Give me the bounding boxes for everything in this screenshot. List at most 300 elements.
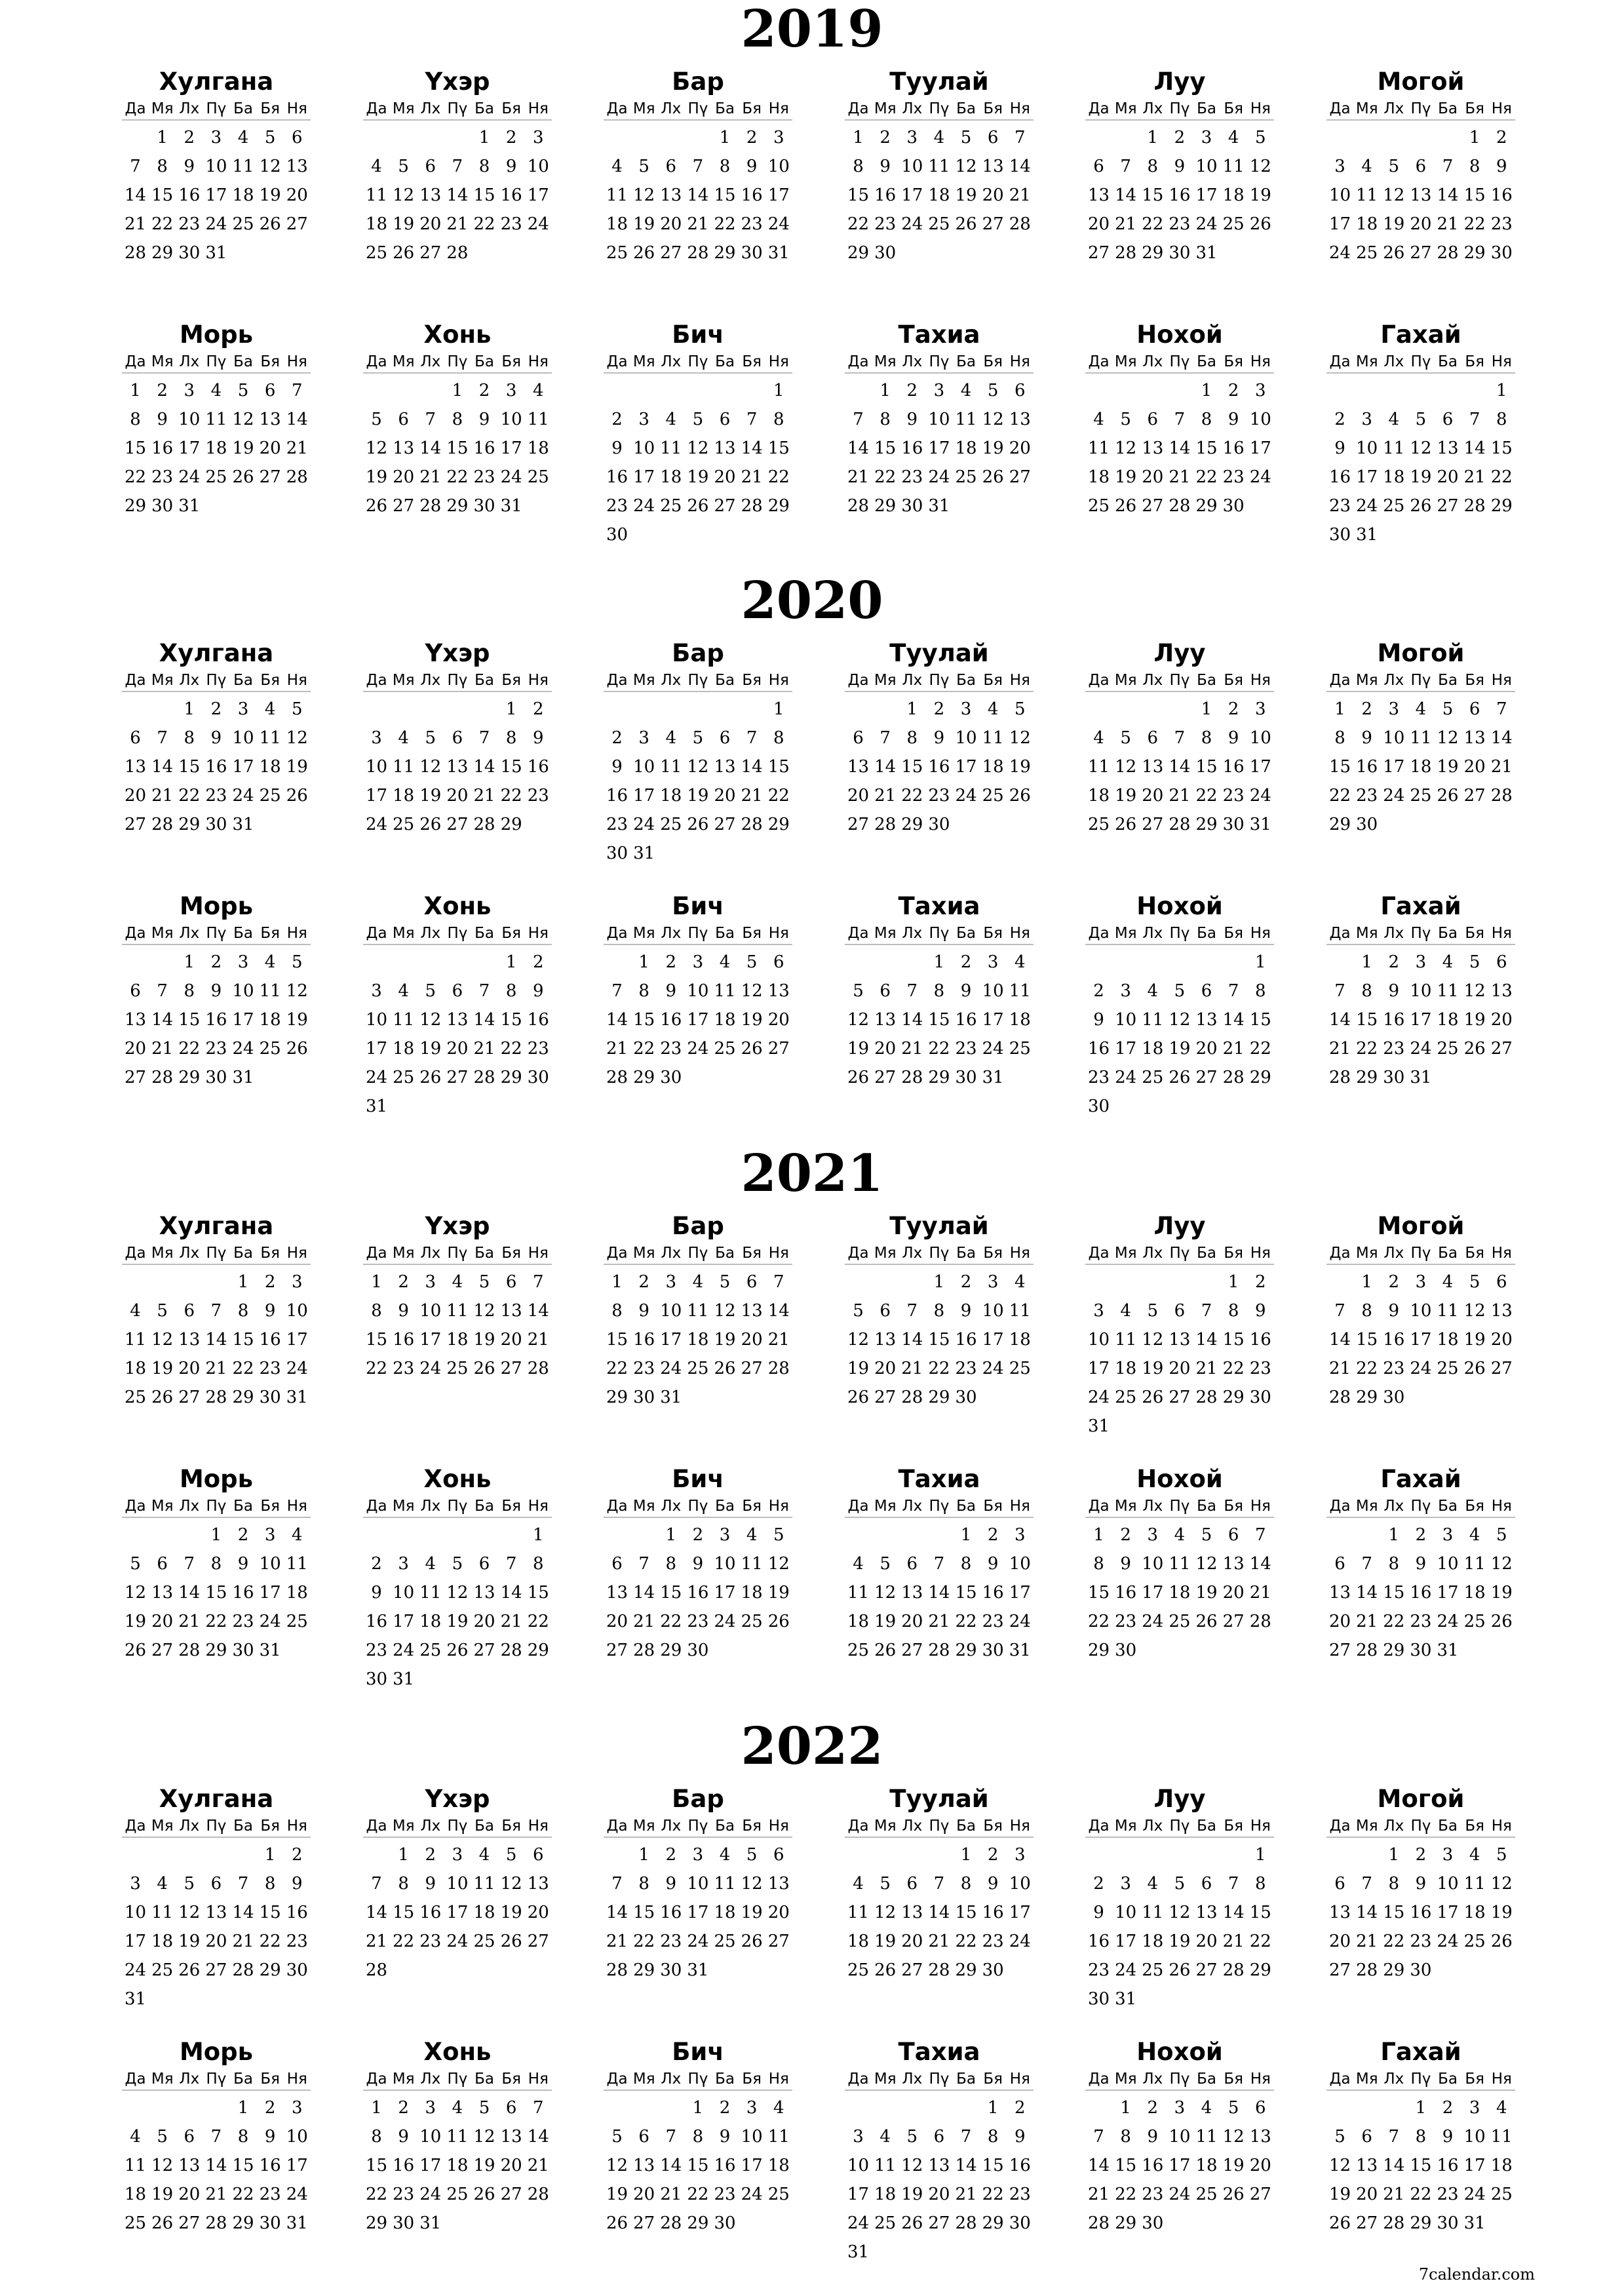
day-cell: 13 <box>767 1874 790 1894</box>
day-cell: 28 <box>1169 496 1191 516</box>
day-cell: 8 <box>371 2127 382 2147</box>
day-cell: 20 <box>500 2156 522 2175</box>
day-cell: 4 <box>292 1525 303 1545</box>
weekday-label: Мя <box>1355 1818 1378 1835</box>
day-cell: 28 <box>286 467 308 487</box>
day-cell: 17 <box>1009 1903 1031 1922</box>
day-cell: 13 <box>1249 2127 1271 2147</box>
day-cell: 9 <box>933 728 945 748</box>
weekday-label: Мя <box>874 1818 897 1835</box>
day-cell: 13 <box>606 1583 628 1603</box>
empty-cell <box>363 376 390 405</box>
day-cell: 9 <box>157 410 168 429</box>
day-cell: 26 <box>151 2213 174 2233</box>
day-cell: 23 <box>259 1359 281 1378</box>
day-cell: 13 <box>660 185 682 205</box>
day-cell: 23 <box>1088 1960 1110 1980</box>
month-block <box>363 890 552 1121</box>
day-cell: 25 <box>660 496 682 516</box>
day-cell: 8 <box>1388 1874 1400 1894</box>
day-cell: 29 <box>901 815 923 834</box>
day-cell: 24 <box>1142 1612 1164 1631</box>
day-cell: 13 <box>714 757 736 777</box>
day-cell: 12 <box>874 1903 897 1922</box>
weekday-label: Да <box>1088 2071 1110 2088</box>
weekday-label: Бя <box>1465 1245 1484 1262</box>
weekday-label: Ба <box>715 100 735 117</box>
empty-cell <box>363 123 390 152</box>
day-cell: 25 <box>687 1359 709 1378</box>
day-cell: 11 <box>1383 438 1405 458</box>
day-cell: 22 <box>1356 1359 1378 1378</box>
month-name: Нохой <box>1136 892 1223 920</box>
day-cell: 24 <box>901 214 923 234</box>
day-cell: 17 <box>1249 757 1271 777</box>
day-cell: 18 <box>741 1583 763 1603</box>
day-cell: 29 <box>1410 2213 1432 2233</box>
day-cell: 21 <box>1115 214 1137 234</box>
day-cell: 22 <box>366 2185 388 2204</box>
day-cell: 23 <box>151 467 174 487</box>
day-cell: 19 <box>1115 786 1137 806</box>
weekday-label: Да <box>366 1818 387 1835</box>
day-cell: 8 <box>1496 410 1507 429</box>
day-cell: 6 <box>880 981 891 1001</box>
day-cell: 30 <box>687 1641 709 1660</box>
day-cell: 22 <box>1195 467 1218 487</box>
day-cell: 27 <box>1249 2185 1271 2204</box>
weekday-header <box>363 1496 552 1518</box>
day-cell: 17 <box>259 1583 281 1603</box>
empty-cell <box>149 1840 176 1869</box>
day-cell: 24 <box>1169 2185 1191 2204</box>
day-cell: 6 <box>746 1272 758 1292</box>
day-cell: 11 <box>606 185 628 205</box>
weekday-label: Пү <box>687 1245 708 1262</box>
weekday-label: Бя <box>1224 100 1243 117</box>
weekday-label: Ба <box>474 1245 494 1262</box>
day-cell: 25 <box>767 2185 790 2204</box>
day-cell: 15 <box>767 757 790 777</box>
day-cell: 5 <box>880 1554 891 1574</box>
day-cell: 3 <box>1120 1874 1131 1894</box>
day-cell: 4 <box>987 699 999 719</box>
day-cell: 29 <box>1249 1068 1271 1087</box>
day-grid <box>845 692 1034 839</box>
day-cell: 29 <box>232 2213 254 2233</box>
day-cell: 16 <box>1356 757 1378 777</box>
day-cell: 8 <box>533 1554 544 1574</box>
day-cell: 1 <box>1228 1272 1239 1292</box>
month-block <box>845 1210 1034 1412</box>
day-cell: 16 <box>982 1583 1004 1603</box>
weekday-label: Мя <box>632 100 655 117</box>
weekday-label: Пү <box>929 1245 950 1262</box>
weekday-label: Ба <box>474 2071 494 2088</box>
month-block <box>1085 1463 1274 1665</box>
day-cell: 28 <box>1383 2213 1405 2233</box>
day-cell: 22 <box>714 214 736 234</box>
day-cell: 10 <box>446 1874 469 1894</box>
day-cell: 18 <box>393 1039 415 1059</box>
day-cell: 14 <box>1169 757 1191 777</box>
weekday-label: Ня <box>286 353 307 370</box>
month-name: Хулгана <box>159 639 274 667</box>
day-cell: 17 <box>955 757 977 777</box>
day-cell: 13 <box>527 1874 549 1894</box>
day-cell: 3 <box>906 128 918 147</box>
day-cell: 27 <box>1222 1612 1245 1631</box>
day-cell: 15 <box>1356 1010 1378 1030</box>
day-cell: 25 <box>1463 1932 1486 1951</box>
day-cell: 22 <box>928 1039 950 1059</box>
day-cell: 2 <box>1334 410 1345 429</box>
day-cell: 25 <box>286 1612 308 1631</box>
day-cell: 16 <box>1222 438 1245 458</box>
empty-cell <box>630 2093 657 2122</box>
day-cell: 22 <box>473 214 495 234</box>
day-cell: 13 <box>500 2127 522 2147</box>
weekday-label: Ня <box>1009 925 1030 942</box>
day-cell: 13 <box>178 1330 201 1350</box>
day-cell: 9 <box>371 1583 382 1603</box>
day-cell: 14 <box>687 185 709 205</box>
weekday-label: Да <box>606 925 628 942</box>
month-name: Хонь <box>423 2038 492 2066</box>
weekday-label: Пү <box>447 672 468 689</box>
weekday-label: Ня <box>528 1245 549 1262</box>
day-cell: 21 <box>527 1330 549 1350</box>
day-cell: 15 <box>1490 438 1513 458</box>
day-cell: 6 <box>1201 1874 1212 1894</box>
day-cell: 4 <box>1361 157 1372 176</box>
weekday-label: Да <box>606 672 628 689</box>
day-cell: 18 <box>205 438 227 458</box>
weekday-label: Бя <box>983 1818 1003 1835</box>
day-cell: 13 <box>633 2156 655 2175</box>
day-cell: 10 <box>178 410 201 429</box>
weekday-label: Бя <box>742 1818 762 1835</box>
day-cell: 27 <box>1490 1359 1513 1378</box>
day-cell: 3 <box>1015 1845 1026 1865</box>
empty-cell <box>363 1521 390 1549</box>
day-cell: 24 <box>527 214 549 234</box>
weekday-label: Мя <box>392 672 415 689</box>
day-cell: 21 <box>446 214 469 234</box>
weekday-label: Пү <box>1169 2071 1190 2088</box>
day-cell: 13 <box>1329 1583 1351 1603</box>
day-cell: 9 <box>880 157 891 176</box>
day-cell: 23 <box>901 467 923 487</box>
weekday-label: Да <box>1088 925 1110 942</box>
month-block <box>604 1210 792 1412</box>
day-cell: 20 <box>1437 467 1459 487</box>
day-cell: 21 <box>1356 1932 1378 1951</box>
weekday-label: Да <box>125 1818 146 1835</box>
weekday-label: Да <box>366 1245 387 1262</box>
empty-cell <box>390 948 417 977</box>
weekday-label: Пү <box>1169 672 1190 689</box>
day-cell: 5 <box>452 1554 463 1574</box>
weekday-label: Бя <box>742 925 762 942</box>
empty-cell <box>1139 695 1166 724</box>
weekday-label: Лх <box>1383 1818 1404 1835</box>
day-cell: 2 <box>906 381 918 400</box>
weekday-label: Ба <box>715 925 735 942</box>
day-cell: 5 <box>157 1301 168 1321</box>
day-cell: 3 <box>987 1272 999 1292</box>
empty-cell <box>872 695 899 724</box>
day-cell: 26 <box>259 214 281 234</box>
day-cell: 23 <box>1009 2185 1031 2204</box>
day-cell: 28 <box>205 2213 227 2233</box>
weekday-header <box>604 923 792 945</box>
month-block <box>845 1463 1034 1665</box>
day-cell: 26 <box>419 815 442 834</box>
weekday-label: Да <box>1088 100 1110 117</box>
day-cell: 19 <box>741 1903 763 1922</box>
day-cell: 7 <box>960 2127 972 2147</box>
day-cell: 27 <box>847 815 870 834</box>
day-cell: 16 <box>1383 1010 1405 1030</box>
day-cell: 30 <box>660 1960 682 1980</box>
empty-cell <box>899 2093 925 2122</box>
day-cell: 6 <box>264 381 276 400</box>
day-cell: 11 <box>1222 157 1245 176</box>
day-cell: 31 <box>419 2213 442 2233</box>
day-cell: 19 <box>633 214 655 234</box>
day-cell: 15 <box>1329 757 1351 777</box>
day-cell: 7 <box>692 157 704 176</box>
empty-cell <box>122 2093 149 2122</box>
day-cell: 1 <box>960 1525 972 1545</box>
month-name: Үхэр <box>425 1212 490 1240</box>
day-cell: 30 <box>982 1960 1004 1980</box>
day-cell: 2 <box>665 952 677 972</box>
day-cell: 22 <box>178 1039 201 1059</box>
day-cell: 2 <box>533 952 544 972</box>
weekday-label: Да <box>125 925 146 942</box>
weekday-label: Пү <box>206 2071 227 2088</box>
day-cell: 5 <box>906 2127 918 2147</box>
empty-cell <box>657 376 684 405</box>
day-cell: 30 <box>393 2213 415 2233</box>
day-cell: 12 <box>259 157 281 176</box>
weekday-label: Пү <box>447 100 468 117</box>
day-cell: 30 <box>178 243 201 263</box>
day-cell: 3 <box>1442 1845 1454 1865</box>
day-cell: 18 <box>286 1583 308 1603</box>
empty-cell <box>444 1521 471 1549</box>
month-block <box>122 1783 311 2014</box>
day-cell: 25 <box>1169 1612 1191 1631</box>
day-cell: 29 <box>1463 243 1486 263</box>
day-cell: 22 <box>1249 1039 1271 1059</box>
day-cell: 25 <box>606 243 628 263</box>
weekday-label: Пү <box>687 1498 708 1515</box>
day-cell: 14 <box>1329 1010 1351 1030</box>
day-cell: 12 <box>1490 1554 1513 1574</box>
day-cell: 10 <box>1115 1903 1137 1922</box>
day-cell: 28 <box>1088 2213 1110 2233</box>
empty-cell <box>122 695 149 724</box>
day-cell: 17 <box>419 2156 442 2175</box>
day-cell: 29 <box>660 1641 682 1660</box>
empty-cell <box>1085 948 1112 977</box>
day-cell: 26 <box>1383 243 1405 263</box>
day-cell: 4 <box>1496 2098 1507 2118</box>
day-cell: 13 <box>982 157 1004 176</box>
weekday-label: Лх <box>1142 1245 1163 1262</box>
day-cell: 27 <box>767 1039 790 1059</box>
empty-cell <box>122 948 149 977</box>
month-name: Хулгана <box>159 68 274 96</box>
day-cell: 8 <box>1201 410 1212 429</box>
day-cell: 12 <box>1115 757 1137 777</box>
day-cell: 11 <box>928 157 950 176</box>
day-cell: 23 <box>714 2185 736 2204</box>
weekday-header <box>1085 923 1274 945</box>
day-cell: 30 <box>955 1388 977 1407</box>
day-cell: 9 <box>1388 1301 1400 1321</box>
empty-cell <box>845 695 872 724</box>
day-cell: 21 <box>874 786 897 806</box>
day-cell: 6 <box>1415 157 1427 176</box>
day-cell: 23 <box>1437 2185 1459 2204</box>
weekday-label: Ня <box>1250 1818 1271 1835</box>
day-cell: 14 <box>286 410 308 429</box>
day-cell: 21 <box>1169 467 1191 487</box>
empty-cell <box>417 1521 444 1549</box>
month-block <box>1326 66 1515 267</box>
day-cell: 24 <box>1356 496 1378 516</box>
day-cell: 9 <box>398 2127 409 2147</box>
day-cell: 27 <box>1356 2213 1378 2233</box>
day-cell: 2 <box>638 1272 649 1292</box>
day-cell: 22 <box>1356 1039 1378 1059</box>
empty-cell <box>845 1840 872 1869</box>
weekday-header <box>845 98 1034 121</box>
weekday-label: Ня <box>1491 672 1512 689</box>
day-cell: 29 <box>955 1960 977 1980</box>
empty-cell <box>925 1521 952 1549</box>
day-cell: 26 <box>633 243 655 263</box>
day-cell: 7 <box>1334 981 1345 1001</box>
day-cell: 31 <box>1356 525 1378 545</box>
day-cell: 11 <box>847 1903 870 1922</box>
day-cell: 19 <box>473 2156 495 2175</box>
day-cell: 1 <box>505 699 517 719</box>
day-cell: 26 <box>393 243 415 263</box>
day-cell: 13 <box>1088 185 1110 205</box>
day-cell: 18 <box>847 1932 870 1951</box>
empty-cell <box>657 123 684 152</box>
month-name: Нохой <box>1136 321 1223 349</box>
day-cell: 23 <box>1410 1932 1432 1951</box>
day-cell: 22 <box>232 1359 254 1378</box>
day-cell: 6 <box>611 1554 623 1574</box>
empty-cell <box>149 695 176 724</box>
day-cell: 25 <box>1142 1068 1164 1087</box>
day-cell: 15 <box>687 2156 709 2175</box>
empty-cell <box>630 376 657 405</box>
day-grid <box>122 1518 311 1665</box>
empty-cell <box>1139 1840 1166 1869</box>
weekday-label: Ба <box>474 100 494 117</box>
weekday-header <box>604 2069 792 2091</box>
day-cell: 23 <box>660 1932 682 1951</box>
day-cell: 2 <box>264 2098 276 2118</box>
day-cell: 19 <box>473 1330 495 1350</box>
day-cell: 29 <box>500 1068 522 1087</box>
day-cell: 2 <box>157 381 168 400</box>
weekday-label: Да <box>125 1498 146 1515</box>
day-cell: 21 <box>125 214 147 234</box>
day-cell: 28 <box>1169 815 1191 834</box>
weekday-label: Пү <box>929 672 950 689</box>
day-cell: 24 <box>687 1039 709 1059</box>
day-cell: 24 <box>500 467 522 487</box>
weekday-label: Ба <box>474 353 494 370</box>
day-cell: 9 <box>425 1874 436 1894</box>
weekday-label: Ня <box>286 1818 307 1835</box>
day-cell: 17 <box>446 1903 469 1922</box>
day-cell: 13 <box>205 1903 227 1922</box>
weekday-label: Бя <box>1224 2071 1243 2088</box>
weekday-label: Ня <box>768 1818 789 1835</box>
weekday-label: Бя <box>983 1498 1003 1515</box>
day-cell: 11 <box>1115 1330 1137 1350</box>
empty-cell <box>1435 123 1461 152</box>
day-cell: 16 <box>1383 1330 1405 1350</box>
day-cell: 14 <box>366 1903 388 1922</box>
day-cell: 18 <box>714 1010 736 1030</box>
day-cell: 15 <box>178 757 201 777</box>
day-cell: 28 <box>633 1641 655 1660</box>
day-cell: 12 <box>232 410 254 429</box>
day-cell: 1 <box>264 1845 276 1865</box>
day-cell: 4 <box>853 1554 864 1574</box>
day-cell: 1 <box>1361 1272 1372 1292</box>
day-cell: 8 <box>1093 1554 1104 1574</box>
weekday-label: Бя <box>260 2071 280 2088</box>
empty-cell <box>1193 1840 1220 1869</box>
day-cell: 1 <box>371 2098 382 2118</box>
day-grid <box>1326 1838 1515 1985</box>
weekday-label: Мя <box>1114 2071 1137 2088</box>
weekday-label: Лх <box>420 925 441 942</box>
day-cell: 6 <box>719 728 731 748</box>
day-grid <box>1085 692 1274 839</box>
day-cell: 19 <box>955 185 977 205</box>
weekday-label: Ня <box>1491 1245 1512 1262</box>
day-cell: 5 <box>478 1272 490 1292</box>
weekday-label: Да <box>606 100 628 117</box>
day-cell: 11 <box>982 728 1004 748</box>
empty-cell <box>1112 695 1139 724</box>
day-cell: 12 <box>955 157 977 176</box>
day-cell: 19 <box>125 1612 147 1631</box>
day-cell: 18 <box>660 467 682 487</box>
day-cell: 25 <box>205 467 227 487</box>
empty-cell <box>657 695 684 724</box>
day-cell: 3 <box>773 128 784 147</box>
day-cell: 19 <box>606 2185 628 2204</box>
day-cell: 19 <box>178 1932 201 1951</box>
empty-cell <box>1166 695 1193 724</box>
empty-cell <box>1139 948 1166 977</box>
month-block <box>1326 1783 1515 1985</box>
